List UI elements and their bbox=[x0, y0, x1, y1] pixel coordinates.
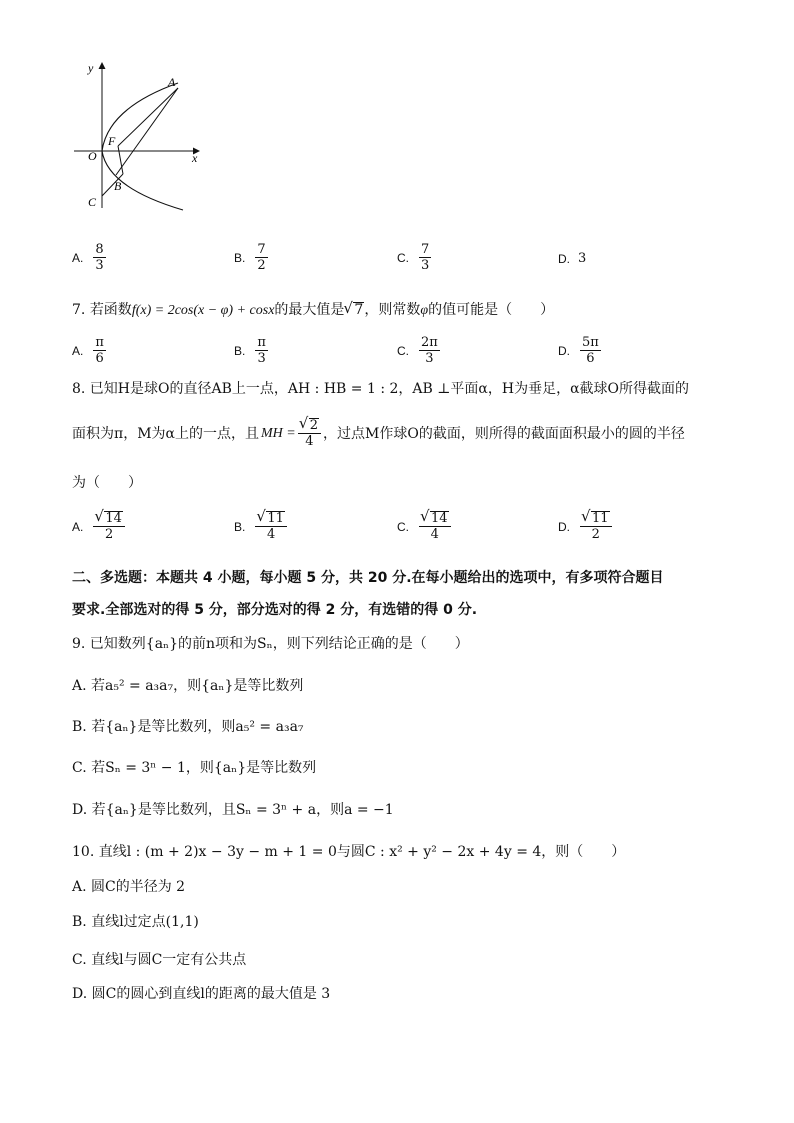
label-F: F bbox=[108, 134, 116, 148]
option-letter: C. bbox=[397, 343, 409, 358]
fraction: $\frac{8}{3}$ bbox=[95, 242, 104, 273]
fraction: √ $\frac{14}{2}$ bbox=[93, 511, 125, 542]
q7-option-d[interactable] bbox=[558, 335, 603, 366]
label-C: C bbox=[88, 195, 97, 209]
fraction: √ $\frac{2}{4}$ bbox=[298, 418, 321, 449]
label-A: A bbox=[168, 75, 176, 89]
sqrt-expression: √ 7 bbox=[344, 301, 364, 319]
section-heading-line1: 二、多选题：本题共 4 小题，每小题 5 分，共 20 分.在每小题给出的选项中，有多项符合题目 bbox=[72, 570, 664, 586]
label-O: O bbox=[88, 149, 97, 163]
fraction: √ $\frac{14}{4}$ bbox=[419, 511, 451, 542]
option-letter: D. bbox=[558, 343, 570, 358]
q9-stem: 9. 已知数列{aₙ}的前n项和为Sₙ，则下列结论正确的是（ ） bbox=[72, 636, 469, 652]
q6-option-a[interactable] bbox=[72, 242, 108, 273]
option-letter: A. bbox=[72, 343, 84, 358]
option-value: 3 bbox=[578, 251, 587, 266]
option-letter: C. bbox=[397, 519, 409, 534]
option-letter: B. bbox=[234, 343, 246, 358]
fraction: √ $\frac{11}{2}$ bbox=[580, 511, 612, 542]
q8-option-c[interactable] bbox=[397, 511, 453, 542]
q8-stem-line2: 面积为π，M为α上的一点，且 MH = √ $\frac{2}{4}$ ，过点M作球O的截面，则所得的截面面积最小的圆的半径 bbox=[72, 418, 685, 449]
fraction: $\frac{7}{3}$ bbox=[421, 242, 430, 273]
q9-option-a[interactable]: A. 若a₅² = a₃a₇，则{aₙ}是等比数列 bbox=[72, 678, 304, 694]
fraction: $\frac{5\pi}{6}$ bbox=[582, 335, 599, 366]
fraction: $\frac{\pi}{3}$ bbox=[257, 335, 266, 366]
q10-option-c[interactable]: C. 直线l与圆C一定有公共点 bbox=[72, 952, 247, 968]
q7-option-a[interactable] bbox=[72, 335, 108, 366]
option-letter: B. bbox=[234, 519, 246, 534]
question-number: 7. bbox=[72, 302, 86, 318]
q8-option-b[interactable] bbox=[234, 511, 289, 542]
segment-FB bbox=[118, 146, 123, 174]
q10-option-a[interactable]: A. 圆C的半径为 2 bbox=[72, 879, 186, 895]
fraction: √ $\frac{11}{4}$ bbox=[255, 511, 287, 542]
option-letter: C. bbox=[397, 250, 409, 265]
fraction: $\frac{7}{2}$ bbox=[257, 242, 266, 273]
option-letter: A. bbox=[72, 250, 84, 265]
q8-option-a[interactable] bbox=[72, 511, 127, 542]
q8-option-d[interactable] bbox=[558, 511, 614, 542]
parabola-figure bbox=[68, 58, 208, 218]
fraction: $\frac{2\pi}{3}$ bbox=[421, 335, 438, 366]
option-letter: D. bbox=[558, 251, 570, 266]
q8-stem-line3: 为（ ） bbox=[72, 475, 142, 491]
q6-option-b[interactable] bbox=[234, 242, 270, 273]
section-heading-line2: 要求.全部选对的得 5 分，部分选对的得 2 分，有选错的得 0 分. bbox=[72, 602, 478, 618]
q7-option-b[interactable] bbox=[234, 335, 270, 366]
q9-option-c[interactable]: C. 若Sₙ = 3ⁿ − 1，则{aₙ}是等比数列 bbox=[72, 760, 317, 776]
q6-option-d[interactable] bbox=[558, 251, 586, 266]
q9-option-b[interactable]: B. 若{aₙ}是等比数列，则a₅² = a₃a₇ bbox=[72, 719, 304, 735]
function-formula: f(x) = 2cos(x − φ) + cosx bbox=[131, 303, 275, 318]
label-y: y bbox=[88, 61, 94, 75]
label-B: B bbox=[114, 179, 122, 193]
chord-AB bbox=[116, 88, 178, 175]
option-letter: D. bbox=[558, 519, 570, 534]
q7-option-c[interactable] bbox=[397, 335, 442, 366]
q9-option-d[interactable]: D. 若{aₙ}是等比数列，且Sₙ = 3ⁿ + a，则a = −1 bbox=[72, 802, 394, 818]
option-letter: A. bbox=[72, 519, 84, 534]
q6-option-c[interactable] bbox=[397, 242, 433, 273]
q8-stem-line1: 8. 已知H是球O的直径AB上一点，AH : HB = 1 : 2，AB ⊥平面α，H为垂足，α截球O所得截面的 bbox=[72, 381, 689, 397]
fraction: $\frac{\pi}{6}$ bbox=[95, 335, 104, 366]
option-letter: B. bbox=[234, 250, 246, 265]
q10-option-d[interactable]: D. 圆C的圆心到直线l的距离的最大值是 3 bbox=[72, 986, 331, 1002]
label-x: x bbox=[192, 151, 198, 165]
q7-stem: 7. 若函数f(x) = 2cos(x − φ) + cosx的最大值是√ 7，则常数φ的值可能是（ ） bbox=[72, 301, 554, 320]
q10-stem: 10. 直线l : (m + 2)x − 3y − m + 1 = 0与圆C : x² + y² − 2x + 4y = 4，则（ ） bbox=[72, 844, 626, 860]
q10-option-b[interactable]: B. 直线l过定点(1,1) bbox=[72, 914, 199, 930]
